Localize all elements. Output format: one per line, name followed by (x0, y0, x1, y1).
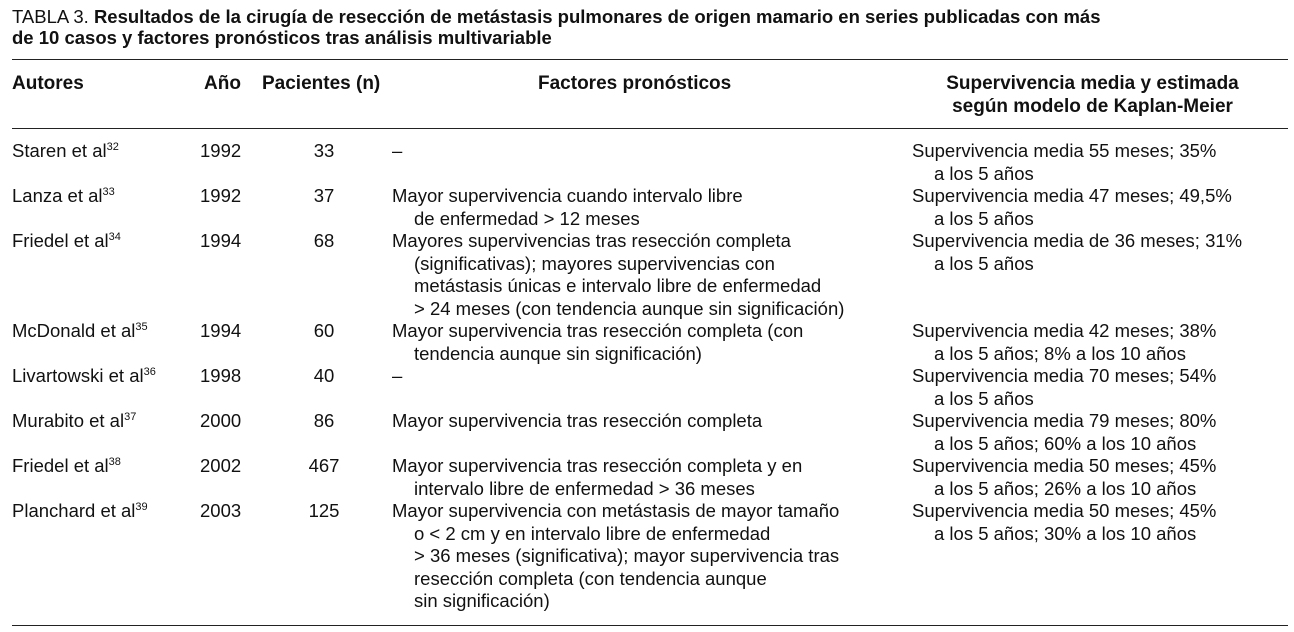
supervivencia-line: a los 5 años; 60% a los 10 años (934, 432, 1197, 454)
header-rule (12, 128, 1288, 129)
autor-name: Livartowski et al (12, 365, 144, 386)
autor-name: Lanza et al (12, 185, 103, 206)
autor-name: Murabito et al (12, 410, 125, 431)
header-autores: Autores (12, 73, 84, 94)
table-title-line-2: de 10 casos y factores pronósticos tras análisis multivariable (12, 27, 552, 48)
cell-supervivencia (912, 230, 1287, 275)
cell-anio: 2003 (200, 500, 242, 521)
factores-line: o < 2 cm y en intervalo libre de enfermedad (414, 522, 771, 544)
cell-factores (392, 320, 892, 365)
header-pacientes: Pacientes (n) (262, 73, 381, 94)
supervivencia-line: Supervivencia media 50 meses; 45% (912, 500, 1217, 521)
cell-supervivencia (912, 455, 1287, 500)
cell-autor (12, 365, 156, 388)
cell-supervivencia (912, 365, 1287, 410)
factores-line: de enfermedad > 12 meses (414, 207, 640, 229)
table-title: Resultados de la cirugía de resección de metástasis pulmonares de origen mamario en series publicadas con más (93, 6, 1101, 27)
supervivencia-line: a los 5 años (934, 387, 1034, 409)
factores-line: – (392, 140, 403, 161)
cell-factores (392, 455, 892, 500)
reference-number: 36 (143, 366, 156, 378)
cell-autor (12, 320, 148, 343)
cell-pacientes: 467 (308, 455, 340, 476)
reference-number: 33 (102, 186, 115, 198)
supervivencia-line: Supervivencia media 79 meses; 80% (912, 410, 1217, 431)
factores-line: (significativas); mayores supervivencias con (414, 252, 775, 274)
factores-line: Mayor supervivencia tras resección completa y en (392, 455, 803, 476)
cell-autor (12, 185, 115, 208)
cell-pacientes: 33 (313, 140, 335, 161)
factores-line: sin significación) (414, 590, 550, 611)
supervivencia-line: Supervivencia media 70 meses; 54% (912, 365, 1217, 386)
header-anio: Año (204, 73, 241, 94)
supervivencia-line: Supervivencia media 47 meses; 49,5% (912, 185, 1232, 206)
factores-line: > 36 meses (significativa); mayor supervivencia tras (414, 545, 840, 566)
cell-factores (392, 230, 892, 320)
supervivencia-line: Supervivencia media 50 meses; 45% (912, 455, 1217, 476)
supervivencia-line: a los 5 años; 30% a los 10 años (934, 522, 1197, 544)
supervivencia-line: Supervivencia media 42 meses; 38% (912, 320, 1217, 341)
table-caption (12, 6, 1282, 48)
cell-pacientes: 40 (313, 365, 335, 386)
cell-pacientes: 60 (313, 320, 335, 341)
cell-supervivencia (912, 500, 1287, 545)
cell-supervivencia (912, 140, 1287, 185)
factores-line: Mayor supervivencia cuando intervalo libre (392, 185, 743, 206)
factores-line: metástasis únicas e intervalo libre de enfermedad (414, 275, 822, 296)
header-supervivencia-line-1: Supervivencia media y estimada (946, 73, 1239, 94)
cell-anio: 2002 (200, 455, 242, 476)
reference-number: 35 (135, 321, 148, 333)
bottom-rule (12, 625, 1288, 626)
cell-anio: 1994 (200, 320, 242, 341)
cell-autor (12, 410, 136, 433)
cell-factores (392, 365, 892, 388)
supervivencia-line: a los 5 años; 8% a los 10 años (934, 342, 1186, 364)
supervivencia-line: a los 5 años (934, 207, 1034, 229)
supervivencia-line: a los 5 años (934, 252, 1034, 274)
table-label: TABLA 3. (12, 6, 89, 27)
cell-supervivencia (912, 185, 1287, 230)
cell-anio: 1992 (200, 140, 242, 161)
cell-supervivencia (912, 410, 1287, 455)
cell-pacientes: 125 (308, 500, 340, 521)
factores-line: tendencia aunque sin significación) (414, 342, 702, 364)
cell-anio: 1992 (200, 185, 242, 206)
factores-line: – (392, 365, 403, 386)
reference-number: 34 (108, 231, 121, 243)
reference-number: 38 (108, 456, 121, 468)
reference-number: 39 (135, 501, 148, 513)
top-rule (12, 59, 1288, 60)
supervivencia-line: a los 5 años; 26% a los 10 años (934, 477, 1197, 499)
cell-autor (12, 500, 148, 523)
factores-line: intervalo libre de enfermedad > 36 meses (414, 477, 755, 499)
cell-pacientes: 68 (313, 230, 335, 251)
cell-pacientes: 86 (313, 410, 335, 431)
reference-number: 37 (124, 411, 137, 423)
factores-line: > 24 meses (con tendencia aunque sin significación) (414, 297, 845, 319)
autor-name: Staren et al (12, 140, 107, 161)
autor-name: McDonald et al (12, 320, 136, 341)
factores-line: Mayor supervivencia tras resección completa (con (392, 320, 804, 341)
cell-factores (392, 140, 892, 163)
supervivencia-line: a los 5 años (934, 162, 1034, 184)
cell-anio: 2000 (200, 410, 242, 431)
autor-name: Planchard et al (12, 500, 136, 521)
factores-line: Mayor supervivencia con metástasis de mayor tamaño (392, 500, 840, 521)
header-factores: Factores pronósticos (538, 73, 732, 94)
cell-factores (392, 185, 892, 230)
cell-pacientes: 37 (313, 185, 335, 206)
factores-line: Mayores supervivencias tras resección completa (392, 230, 791, 251)
cell-factores (392, 500, 892, 613)
factores-line: resección completa (con tendencia aunque (414, 567, 767, 589)
factores-line: Mayor supervivencia tras resección completa (392, 410, 763, 431)
cell-autor (12, 455, 121, 478)
cell-autor (12, 140, 119, 163)
reference-number: 32 (106, 141, 119, 153)
supervivencia-line: Supervivencia media de 36 meses; 31% (912, 230, 1243, 251)
cell-supervivencia (912, 320, 1287, 365)
autor-name: Friedel et al (12, 455, 109, 476)
cell-anio: 1994 (200, 230, 242, 251)
supervivencia-line: Supervivencia media 55 meses; 35% (912, 140, 1217, 161)
cell-anio: 1998 (200, 365, 242, 386)
cell-autor (12, 230, 121, 253)
header-supervivencia-line-2: según modelo de Kaplan-Meier (952, 96, 1233, 117)
cell-factores (392, 410, 892, 433)
header-supervivencia (920, 72, 1265, 118)
autor-name: Friedel et al (12, 230, 109, 251)
